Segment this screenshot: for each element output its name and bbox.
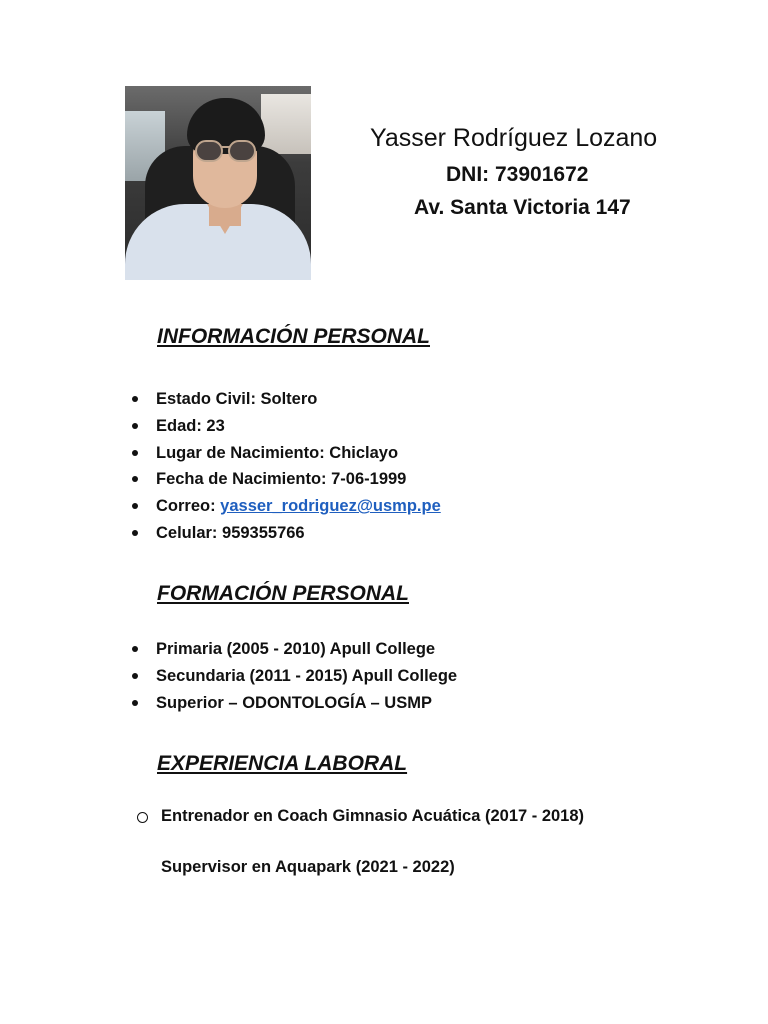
list-item: Superior – ODONTOLOGÍA – USMP <box>132 690 457 717</box>
list-item: Lugar de Nacimiento: Chiclayo <box>132 440 441 467</box>
bullet-icon <box>132 646 138 652</box>
profile-photo <box>125 86 311 280</box>
bullet-icon <box>132 423 138 429</box>
personal-info-list <box>132 386 441 547</box>
section-title-experience: EXPERIENCIA LABORAL <box>157 752 408 775</box>
experience-item: Supervisor en Aquapark (2021 - 2022) <box>161 858 455 876</box>
bullet-icon <box>132 673 138 679</box>
list-item: Secundaria (2011 - 2015) Apull College <box>132 663 457 690</box>
candidate-name: Yasser Rodríguez Lozano <box>370 124 658 152</box>
bullet-icon <box>132 450 138 456</box>
candidate-address: Av. Santa Victoria 147 <box>414 196 631 219</box>
list-item: Estado Civil: Soltero <box>132 386 441 413</box>
list-item: Fecha de Nacimiento: 7-06-1999 <box>132 466 441 493</box>
candidate-dni: DNI: 73901672 <box>446 163 589 186</box>
section-title-education: FORMACIÓN PERSONAL <box>157 582 409 605</box>
list-item: Celular: 959355766 <box>132 520 441 547</box>
list-item: Primaria (2005 - 2010) Apull College <box>132 636 457 663</box>
bullet-icon <box>132 530 138 536</box>
bullet-icon <box>132 700 138 706</box>
list-item: Edad: 23 <box>132 413 441 440</box>
bullet-icon <box>132 503 138 509</box>
experience-item: Entrenador en Coach Gimnasio Acuática (2017 - 2018) <box>161 807 585 825</box>
bullet-icon <box>132 396 138 402</box>
education-list <box>132 636 457 716</box>
bullet-icon <box>132 476 138 482</box>
section-title-personal-info: INFORMACIÓN PERSONAL <box>157 325 430 348</box>
email-link[interactable]: yasser_rodriguez@usmp.pe <box>220 497 441 516</box>
circle-bullet-icon <box>137 812 148 823</box>
list-item: Correo: yasser_rodriguez@usmp.pe <box>132 493 441 520</box>
